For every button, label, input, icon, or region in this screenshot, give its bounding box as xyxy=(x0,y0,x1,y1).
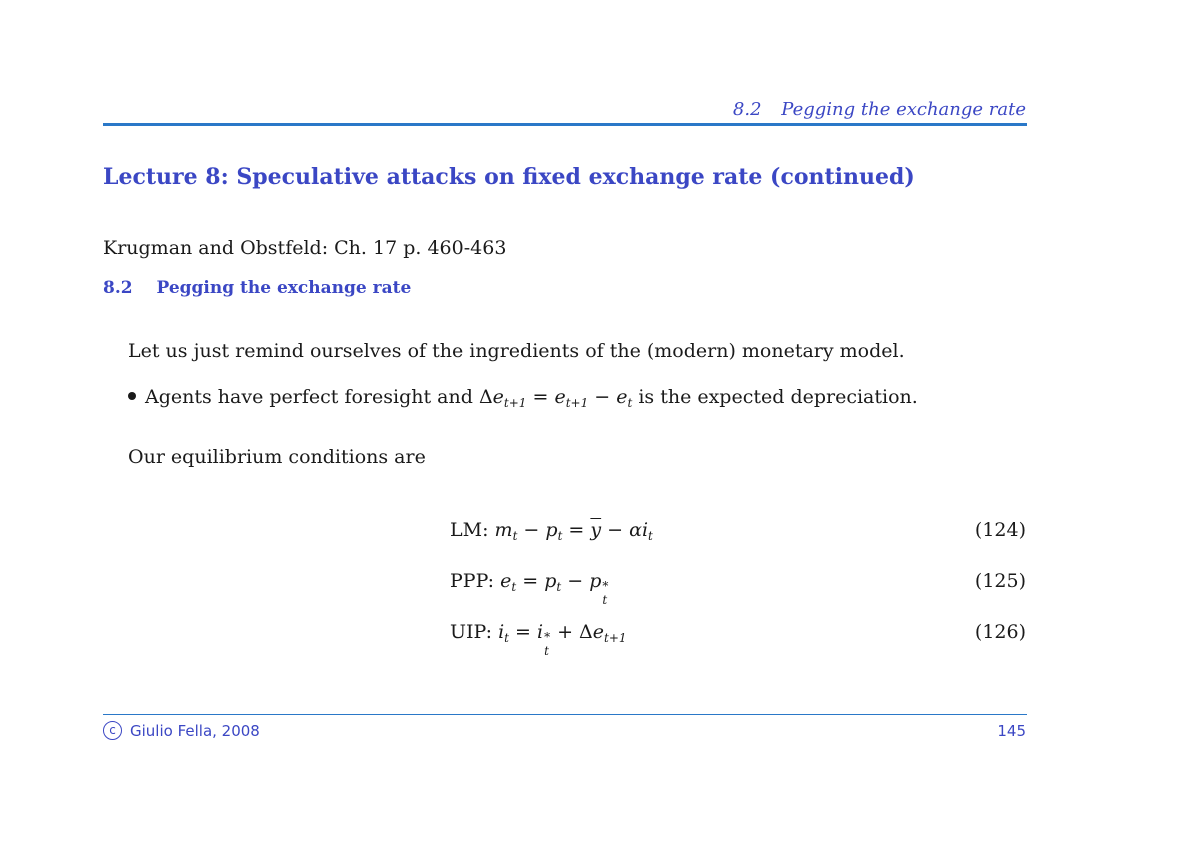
equation-lm: LM: $m_t - p_t = \overline{y} - \alpha i_t$ xyxy=(450,519,653,543)
header-rule xyxy=(103,123,1027,126)
bullet-prefix: Agents have perfect foresight and xyxy=(145,386,473,408)
running-header xyxy=(733,99,1026,120)
equation-uip: UIP: $i_t = i$ * t + $\Delta e_{t+1}$ xyxy=(450,621,627,658)
page-number: 145 xyxy=(997,722,1026,740)
equation-number: (126) xyxy=(974,621,1026,643)
equation-ppp: PPP: $e_t = p_t - p$ * t xyxy=(450,570,609,607)
section-number: 8.2 xyxy=(103,278,133,298)
footer-rule xyxy=(103,714,1027,715)
running-header-title: Pegging the exchange rate xyxy=(781,99,1026,120)
depreciation-formula: $\Delta e_{t+1} = e_{t+1} - e_t$ xyxy=(478,386,633,410)
bullet-item xyxy=(128,386,918,408)
conditions-intro: Our equilibrium conditions are xyxy=(128,446,426,468)
footer-author: Giulio Fella, 2008 xyxy=(130,722,260,740)
equation-label: LM: xyxy=(450,519,489,541)
running-header-number: 8.2 xyxy=(732,99,762,120)
equation-label: PPP: xyxy=(450,570,495,592)
bullet-icon xyxy=(128,392,136,400)
intro-paragraph: Let us just remind ourselves of the ingredients of the (modern) monetary model. xyxy=(128,340,905,362)
copyright-icon: c xyxy=(103,721,122,740)
lecture-title: Lecture 8: Speculative attacks on fixed exchange rate (continued) xyxy=(103,164,915,190)
equation-number: (124) xyxy=(974,519,1026,541)
bullet-suffix: is the expected depreciation. xyxy=(638,386,918,408)
section-title: Pegging the exchange rate xyxy=(156,278,412,298)
equation-number: (125) xyxy=(974,570,1026,592)
equation-label: UIP: xyxy=(450,621,493,643)
reading-reference: Krugman and Obstfeld: Ch. 17 p. 460-463 xyxy=(103,237,507,259)
footer-copyright xyxy=(103,722,260,741)
section-heading xyxy=(103,278,411,298)
